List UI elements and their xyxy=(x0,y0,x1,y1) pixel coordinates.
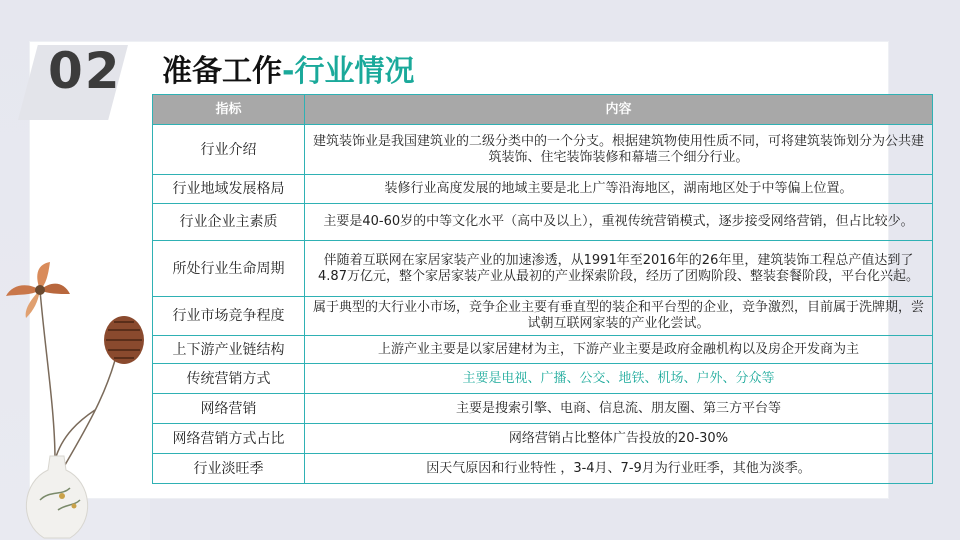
industry-table-wrap xyxy=(152,94,932,484)
branch-stems xyxy=(40,290,120,465)
header-indicator: 指标 xyxy=(153,95,305,125)
row-label: 传统营销方式 xyxy=(153,364,305,394)
row-label: 所处行业生命周期 xyxy=(153,241,305,297)
row-content: 伴随着互联网在家居家装产业的加速渗透，从1991年至2016年的26年里，建筑装饰工程总产值达到了4.87万亿元，整个家居家装产业从最初的产业探索阶段，经历了团购阶段、整装套餐阶段，平台化兴起。 xyxy=(305,241,933,297)
row-label: 行业介绍 xyxy=(153,125,305,175)
row-content: 装修行业高度发展的地域主要是北上广等沿海地区，湖南地区处于中等偏上位置。 xyxy=(305,175,933,204)
row-content: 网络营销占比整体广告投放的20-30% xyxy=(305,424,933,454)
table-header-row xyxy=(153,95,933,125)
row-content: 主要是40-60岁的中等文化水平（高中及以上），重视传统营销模式，逐步接受网络营销，但占比较少。 xyxy=(305,204,933,241)
industry-table xyxy=(152,94,933,484)
row-label: 行业企业主素质 xyxy=(153,204,305,241)
row-label: 上下游产业链结构 xyxy=(153,336,305,364)
section-number: 02 xyxy=(48,42,122,100)
dried-flower-vase-decoration xyxy=(0,260,150,540)
title-accent: -行业情况 xyxy=(282,54,415,89)
row-content: 属于典型的大行业小市场，竞争企业主要有垂直型的装企和平台型的企业，竞争激烈，目前属于洗牌期，尝试朝互联网家装的产业化尝试。 xyxy=(305,297,933,336)
table-row xyxy=(153,297,933,336)
table-row xyxy=(153,241,933,297)
row-content: 主要是搜索引擎、电商、信息流、朋友圈、第三方平台等 xyxy=(305,394,933,424)
table-row xyxy=(153,336,933,364)
row-label: 行业市场竞争程度 xyxy=(153,297,305,336)
table-row xyxy=(153,175,933,204)
table-row xyxy=(153,125,933,175)
row-content: 建筑装饰业是我国建筑业的二级分类中的一个分支。根据建筑物使用性质不同，可将建筑装饰划分为公共建筑装饰、住宅装饰装修和幕墙三个细分行业。 xyxy=(305,125,933,175)
table-row xyxy=(153,204,933,241)
header-content: 内容 xyxy=(305,95,933,125)
table-row xyxy=(153,364,933,394)
table-row xyxy=(153,394,933,424)
flower-icon xyxy=(6,262,70,318)
row-label: 行业淡旺季 xyxy=(153,454,305,484)
vase-icon xyxy=(26,456,87,538)
row-content: 主要是电视、广播、公交、地铁、机场、户外、分众等 xyxy=(305,364,933,394)
page-title xyxy=(162,46,414,90)
row-content: 因天气原因和行业特性 ，3-4月、7-9月为行业旺季，其他为淡季。 xyxy=(305,454,933,484)
row-label: 网络营销 xyxy=(153,394,305,424)
row-label: 行业地域发展格局 xyxy=(153,175,305,204)
row-label: 网络营销方式占比 xyxy=(153,424,305,454)
table-row xyxy=(153,424,933,454)
row-content: 上游产业主要是以家居建材为主，下游产业主要是政府金融机构以及房企开发商为主 xyxy=(305,336,933,364)
table-row xyxy=(153,454,933,484)
title-main: 准备工作 xyxy=(162,54,282,89)
pinecone-icon xyxy=(104,316,144,364)
